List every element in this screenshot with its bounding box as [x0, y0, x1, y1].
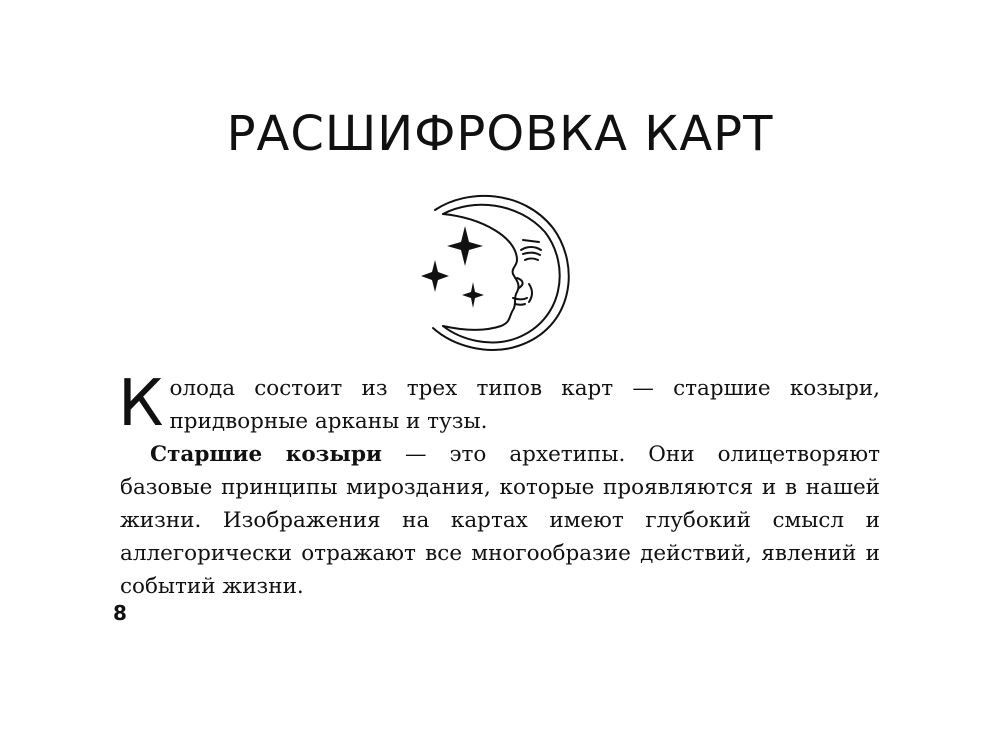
body-text [118, 367, 880, 603]
paragraph-2-text: — это архетипы. Они олицетворяют базовые принципы мироздания, которые проявляются и в нашей жизни. Изображения на картах имеют глубокий смысл и аллегорически отражают все многообразие действий, явлений и событий жизни. [120, 442, 880, 599]
paragraph-2 [120, 438, 880, 603]
bold-term: Старшие козыри [150, 442, 382, 467]
paragraph-1 [118, 367, 880, 441]
page-title: РАСШИФРОВКА КАРТ [226, 106, 774, 162]
paragraph-1-text: олода состоит из трех типов карт — старшие козыри, придворные арканы и тузы. [169, 376, 880, 434]
page-number: 8 [113, 601, 127, 625]
crescent-moon-icon [413, 188, 581, 356]
drop-cap: К [118, 367, 164, 441]
